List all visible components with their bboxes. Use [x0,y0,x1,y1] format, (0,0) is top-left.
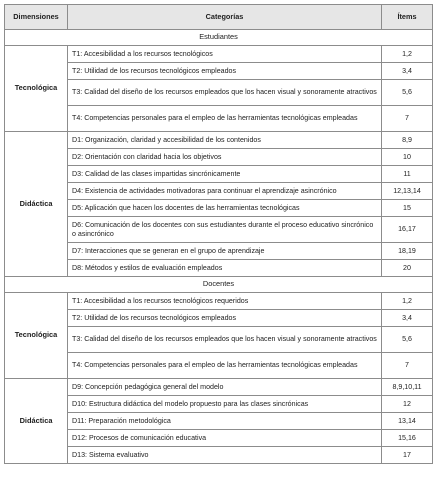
category-cell: D6: Comunicación de los docentes con sus estudiantes durante el proceso educativo sincrónico o asincrónico [68,217,382,243]
category-cell: T2: Utilidad de los recursos tecnológicos empleados [68,310,382,327]
table-row [5,379,433,396]
items-cell: 12 [382,396,433,413]
items-cell: 8,9 [382,132,433,149]
header-dimension: Dimensiones [5,5,68,30]
category-cell: T2: Utilidad de los recursos tecnológicos empleados [68,63,382,80]
category-cell: T1: Accesibilidad a los recursos tecnológicos [68,46,382,63]
table-row [5,63,433,80]
items-cell: 15 [382,200,433,217]
section-title-estudiantes: Estudiantes [5,30,433,46]
category-cell: T1: Accesibilidad a los recursos tecnológicos requeridos [68,293,382,310]
items-cell: 1,2 [382,293,433,310]
category-cell: T4: Competencias personales para el empleo de las herramientas tecnológicas empleadas [68,353,382,379]
table-row [5,80,433,106]
items-cell: 18,19 [382,243,433,260]
category-cell: D8: Métodos y estilos de evaluación empleados [68,260,382,277]
items-cell: 15,16 [382,430,433,447]
items-cell: 1,2 [382,46,433,63]
category-cell: T3: Calidad del diseño de los recursos empleados que los hacen visual y sonoramente atractivos [68,80,382,106]
table-row [5,217,433,243]
category-cell: D3: Calidad de las clases impartidas sincrónicamente [68,166,382,183]
category-cell: D12: Procesos de comunicación educativa [68,430,382,447]
table-row [5,243,433,260]
category-cell: D7: Interacciones que se generan en el grupo de aprendizaje [68,243,382,260]
category-cell: D13: Sistema evaluativo [68,447,382,464]
table-row [5,447,433,464]
dimension-cell: Tecnológica [5,46,68,132]
table-row [5,132,433,149]
items-cell: 3,4 [382,310,433,327]
category-cell: D9: Concepción pedagógica general del modelo [68,379,382,396]
table-row [5,430,433,447]
dimension-cell: Tecnológica [5,293,68,379]
table-row [5,413,433,430]
items-cell: 17 [382,447,433,464]
items-cell: 3,4 [382,63,433,80]
header-category: Categorías [68,5,382,30]
category-cell: T4: Competencias personales para el empleo de las herramientas tecnológicas empleadas [68,106,382,132]
items-cell: 7 [382,106,433,132]
table-row [5,183,433,200]
items-cell: 11 [382,166,433,183]
category-cell: T3: Calidad del diseño de los recursos empleados que los hacen visual y sonoramente atractivos [68,327,382,353]
section-title-docentes: Docentes [5,277,433,293]
table-row [5,293,433,310]
items-cell: 12,13,14 [382,183,433,200]
category-cell: D1: Organización, claridad y accesibilidad de los contenidos [68,132,382,149]
categories-table [4,4,433,464]
items-cell: 8,9,10,11 [382,379,433,396]
items-cell: 10 [382,149,433,166]
table-row [5,200,433,217]
category-cell: D5: Aplicación que hacen los docentes de las herramientas tecnológicas [68,200,382,217]
items-cell: 16,17 [382,217,433,243]
table-row [5,327,433,353]
items-cell: 20 [382,260,433,277]
table-row [5,46,433,63]
dimension-cell: Didáctica [5,379,68,464]
category-cell: D4: Existencia de actividades motivadoras para continuar el aprendizaje asincrónico [68,183,382,200]
table-row [5,149,433,166]
category-cell: D2: Orientación con claridad hacia los objetivos [68,149,382,166]
category-cell: D11: Preparación metodológica [68,413,382,430]
table-row [5,353,433,379]
header-items: Ítems [382,5,433,30]
category-cell: D10: Estructura didáctica del modelo propuesto para las clases sincrónicas [68,396,382,413]
table-row [5,106,433,132]
section-row [5,277,433,293]
table-row [5,166,433,183]
items-cell: 7 [382,353,433,379]
items-cell: 5,6 [382,80,433,106]
header-row [5,5,433,30]
table-row [5,396,433,413]
section-row [5,30,433,46]
dimension-cell: Didáctica [5,132,68,277]
table-row [5,310,433,327]
items-cell: 13,14 [382,413,433,430]
table-row [5,260,433,277]
table-container [4,4,432,464]
items-cell: 5,6 [382,327,433,353]
